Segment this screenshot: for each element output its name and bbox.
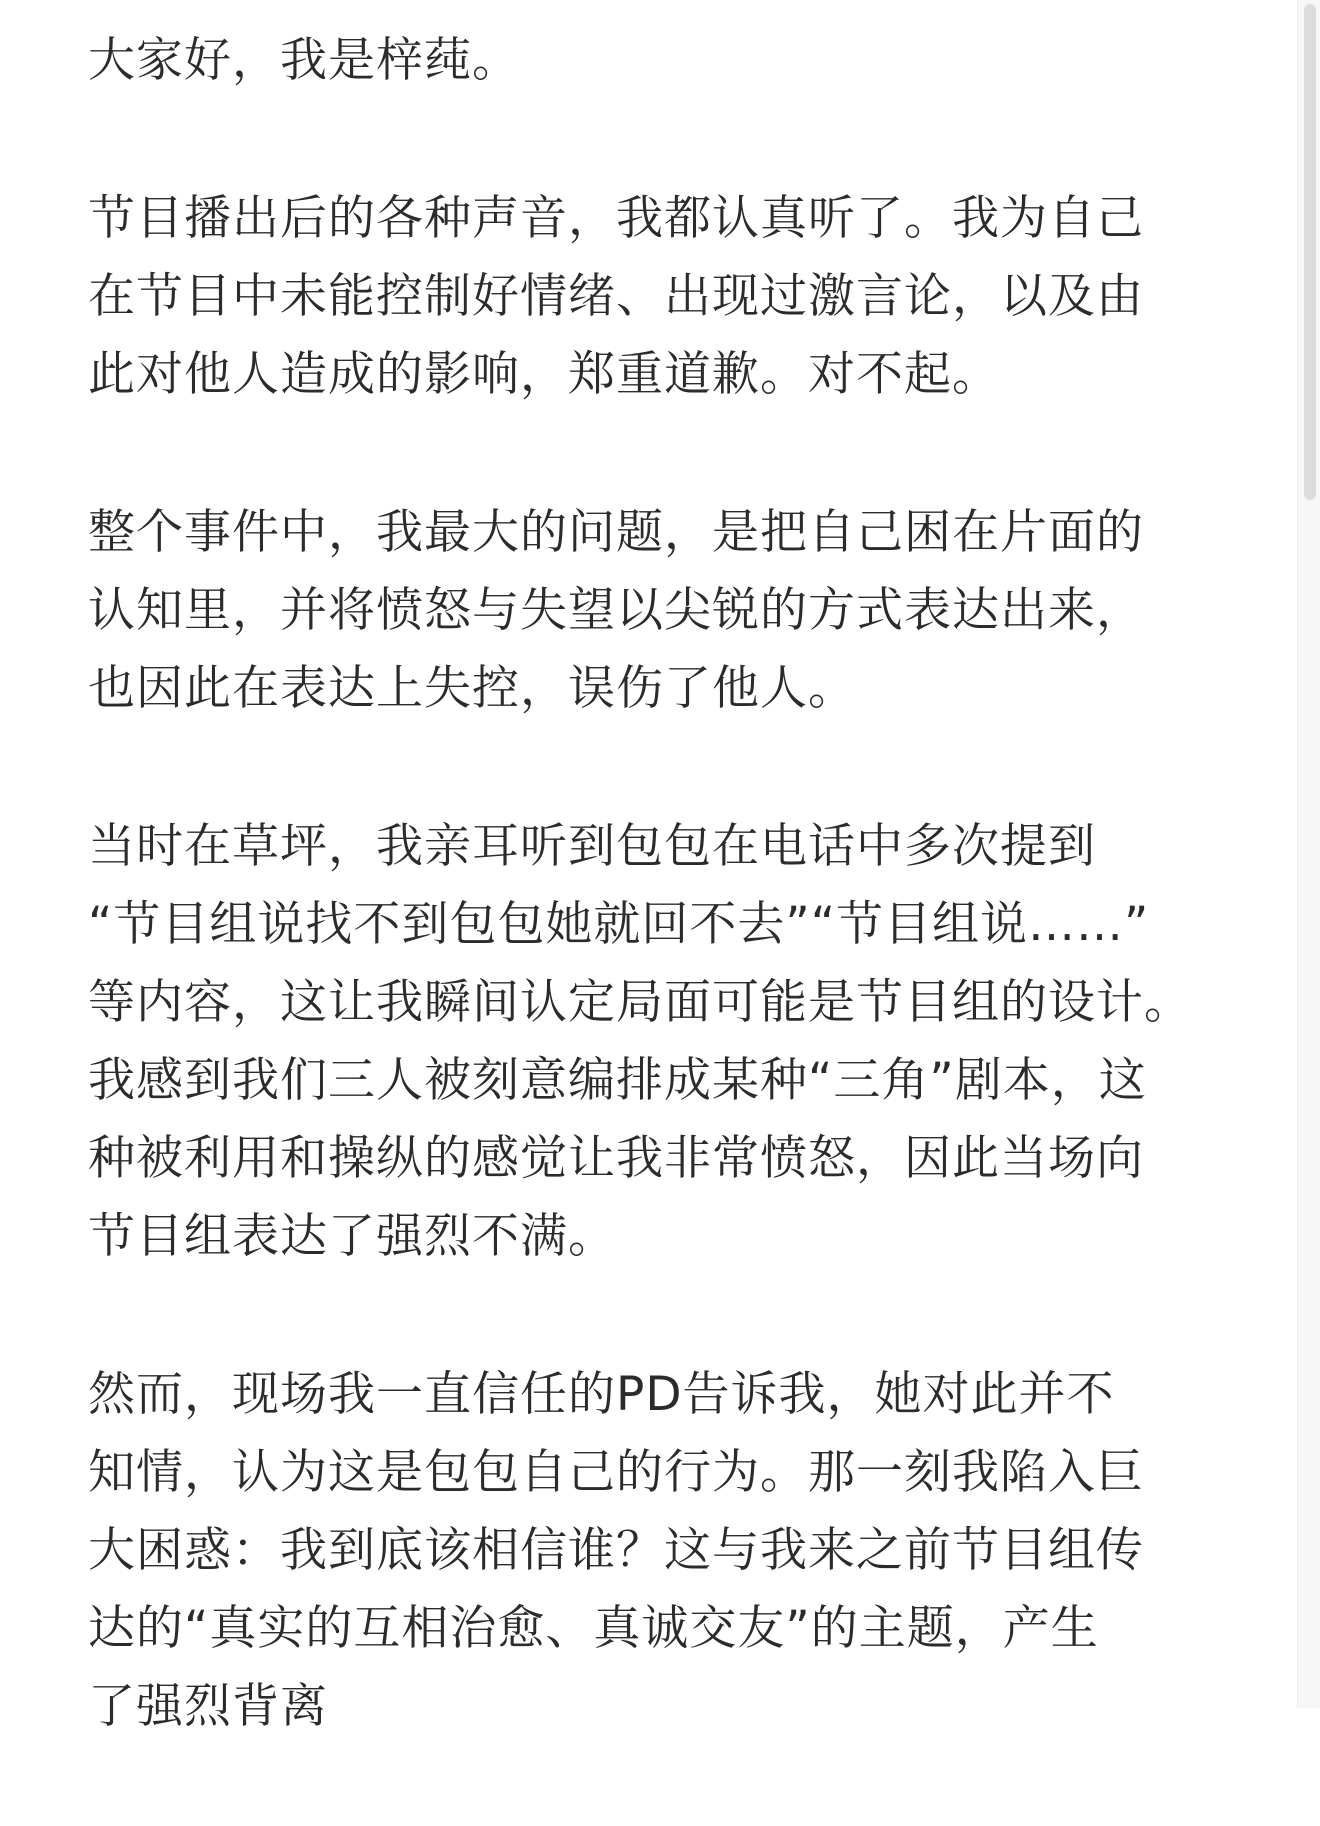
text-line: 知情，认为这是包包自己的行为。那一刻我陷入巨 (88, 1445, 1144, 1500)
text-line: 认知里，并将愤怒与失望以尖锐的方式表达出来， (88, 583, 1144, 638)
text-line: 然而，现场我一直信任的PD告诉我，她对此并不 (88, 1367, 1115, 1422)
text-line: 在节目中未能控制好情绪、出现过激言论，以及由 (88, 269, 1144, 324)
text-line: 等内容，这让我瞬间认定局面可能是节目组的设计。 (88, 975, 1192, 1030)
paragraph-confusion (88, 1356, 1238, 1746)
text-line: 节目播出后的各种声音，我都认真听了。我为自己 (88, 191, 1144, 246)
paragraph-lawn-incident (88, 808, 1238, 1276)
paragraph-apology (88, 180, 1238, 414)
text-line: 我感到我们三人被刻意编排成某种“三角”剧本，这 (88, 1053, 1147, 1108)
text-line: 大家好，我是梓莼。 (88, 33, 520, 88)
text-line: 了强烈背离 (88, 1679, 328, 1734)
paragraph-greeting (88, 22, 1238, 100)
text-line: “节目组说找不到包包她就回不去”“节目组说……” (88, 897, 1150, 952)
text-line: 此对他人造成的影响，郑重道歉。对不起。 (88, 347, 1000, 402)
paragraph-problem (88, 494, 1238, 728)
text-line: 当时在草坪，我亲耳听到包包在电话中多次提到 (88, 819, 1096, 874)
text-line: 大困惑：我到底该相信谁？这与我来之前节目组传 (88, 1523, 1144, 1578)
text-line: 整个事件中，我最大的问题，是把自己困在片面的 (88, 505, 1144, 560)
text-line: 也因此在表达上失控，误伤了他人。 (88, 661, 856, 716)
text-line: 节目组表达了强烈不满。 (88, 1209, 616, 1264)
article-body (88, 22, 1238, 1826)
vertical-scrollbar[interactable] (1297, 0, 1320, 1708)
scrollbar-thumb[interactable] (1304, 4, 1316, 500)
text-line: 达的“真实的互相治愈、真诚交友”的主题，产生 (88, 1601, 1099, 1656)
text-line: 种被利用和操纵的感觉让我非常愤怒，因此当场向 (88, 1131, 1144, 1186)
